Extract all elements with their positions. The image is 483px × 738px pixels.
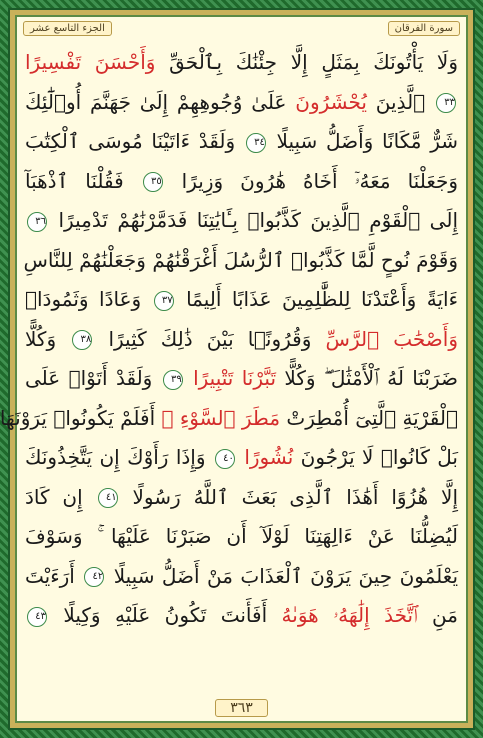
text-line xyxy=(25,557,458,597)
text-segment: ءَايَةً وَأَعْتَدْنَا لِلظَّٰلِمِينَ عَذَابًا أَلِيمًا xyxy=(175,287,458,311)
ayah-number-marker: ٣٣ xyxy=(436,93,456,113)
text-segment: بَلْ كَانُوا۟ لَا يَرْجُونَ xyxy=(293,445,458,469)
text-segment: وَلَا يَأْتُونَكَ بِمَثَلٍ إِلَّا جِئْنَٰكَ بِٱلْحَقِّ xyxy=(155,50,458,74)
text-line xyxy=(25,43,458,83)
text-segment: ٱلَّذِينَ xyxy=(366,89,434,114)
text-segment: وَلَقَدْ أَتَوْا۟ عَلَى xyxy=(25,366,161,390)
text-segment: عَلَىٰ وُجُوهِهِمْ إِلَىٰ جَهَنَّمَ أُو۟لَٰٓئِكَ xyxy=(25,89,296,114)
text-line xyxy=(25,201,458,241)
text-segment: ضَرَبْنَا لَهُ ٱلْأَمْثَٰلَ ۖ وَكُلًّا xyxy=(276,366,459,390)
ayah-number-marker: ٣٤ xyxy=(246,133,266,153)
text-segment: إِلَى ٱلْقَوْمِ ٱلَّذِينَ كَذَّبُوا۟ بِـَٔايَٰتِنَا فَدَمَّرْنَٰهُمْ تَدْمِيرًا xyxy=(49,208,458,232)
text-segment: وَكُلًّا xyxy=(25,326,71,351)
page-footer xyxy=(17,697,466,717)
text-line xyxy=(25,320,458,360)
ayah-number-marker: ٣٦ xyxy=(27,212,47,232)
text-line xyxy=(25,83,458,123)
text-line xyxy=(25,596,458,636)
text-segment: وَقَوْمَ نُوحٍ لَّمَّا كَذَّبُوا۟ ٱلرُّسُلَ أَغْرَقْنَٰهُمْ وَجَعَلْنَٰهُمْ لِلنَّاسِ xyxy=(23,247,458,272)
ayah-number-marker: ٣٧ xyxy=(154,291,174,311)
text-segment: وَعَادًا وَثَمُودَا۟ xyxy=(25,287,152,311)
text-segment: وَقُرُونًۢا بَيْنَ ذَٰلِكَ كَثِيرًا xyxy=(94,326,326,351)
text-segment: إِلَّا هُزُوًا أَهَٰذَا ٱلَّذِى بَعَثَ ٱللَّهُ رَسُولًا xyxy=(119,484,458,509)
ayah-number-marker: ٤٠ xyxy=(215,449,235,469)
text-segment: لَيُضِلُّنَا عَنْ ءَالِهَتِنَا لَوْلَآ أَن صَبَرْنَا عَلَيْهَا ۚ وَسَوْفَ xyxy=(25,524,458,548)
text-segment: وَجَعَلْنَا مَعَهُۥٓ أَخَاهُ هَٰرُونَ وَزِيرًا xyxy=(164,168,459,193)
page-number: ٣٦٣ xyxy=(215,699,268,717)
text-segment: أَرَءَيْتَ xyxy=(25,563,83,588)
mushaf-page xyxy=(0,15,468,723)
highlighted-word: نُشُورًا xyxy=(244,445,294,469)
text-segment: شَرٌّ مَّكَانًا وَأَضَلُّ سَبِيلًا xyxy=(267,129,458,153)
text-segment: أَفَأَنتَ تَكُونُ عَلَيْهِ وَكِيلًا xyxy=(49,603,282,627)
text-segment: إِن كَادَ xyxy=(25,484,96,509)
highlighted-word: وَأَصْحَٰبَ ٱلرَّسِّ xyxy=(325,326,458,351)
text-segment: وَإِذَا رَأَوْكَ إِن يَتَّخِذُونَكَ xyxy=(25,445,213,469)
text-segment xyxy=(185,366,193,390)
ayah-number-marker: ٤٣ xyxy=(27,607,47,627)
page-header xyxy=(17,17,466,39)
highlighted-word: يُحْشَرُونَ xyxy=(295,89,367,114)
ayah-number-marker: ٤٢ xyxy=(84,567,104,587)
text-segment: أَفَلَمْ يَكُونُوا۟ يَرَوْنَهَا xyxy=(0,405,162,430)
highlighted-word: وَأَحْسَنَ تَفْسِيرًا xyxy=(25,50,156,74)
text-line xyxy=(25,517,458,557)
highlighted-word: مَطَرَ ٱلسَّوْءِ ۚ xyxy=(161,405,281,430)
highlighted-word: تَبَّرْنَا تَتْبِيرًا xyxy=(193,366,277,390)
text-segment: مَنِ xyxy=(417,603,458,627)
text-segment: فَقُلْنَا ٱذْهَبَآ xyxy=(25,168,141,193)
text-line xyxy=(25,122,458,162)
surah-label: سورة الفرقان xyxy=(388,21,460,36)
ayah-number-marker: ٣٥ xyxy=(143,172,163,192)
text-line xyxy=(25,241,458,281)
highlighted-word: ٱتَّخَذَ إِلَٰهَهُۥ هَوَىٰهُ xyxy=(281,603,418,627)
juz-label: الجزء التاسع عشر xyxy=(23,21,112,36)
quran-text xyxy=(0,43,459,691)
text-segment: يَعْلَمُونَ حِينَ يَرَوْنَ ٱلْعَذَابَ مَنْ أَضَلُّ سَبِيلًا xyxy=(106,563,459,588)
text-line xyxy=(25,162,458,202)
ayah-number-marker: ٤١ xyxy=(98,488,118,508)
text-line xyxy=(25,438,458,478)
ayah-number-marker: ٣٩ xyxy=(163,370,183,390)
text-segment: وَلَقَدْ ءَاتَيْنَا مُوسَى ٱلْكِتَٰبَ xyxy=(25,129,244,153)
text-segment: ٱلْقَرْيَةِ ٱلَّتِىٓ أُمْطِرَتْ xyxy=(280,405,458,430)
ayah-number-marker: ٣٨ xyxy=(72,330,92,350)
text-line xyxy=(25,280,458,320)
text-line xyxy=(25,359,458,399)
text-line xyxy=(0,399,458,439)
text-line xyxy=(25,478,458,518)
